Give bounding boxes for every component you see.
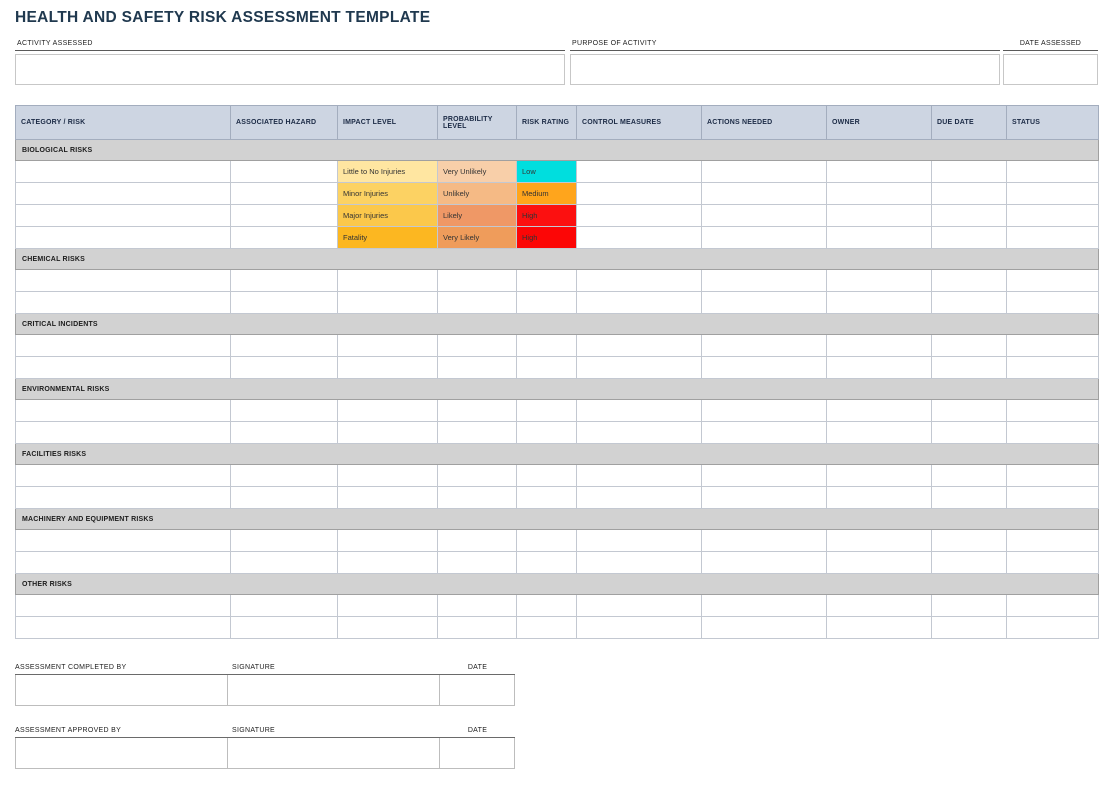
- approved-date-label: DATE: [467, 727, 488, 734]
- cell-rating[interactable]: Low: [517, 161, 577, 183]
- cell-status[interactable]: [1007, 595, 1099, 617]
- cell-status[interactable]: [1007, 227, 1099, 249]
- cell-category[interactable]: [16, 552, 231, 574]
- cell-control[interactable]: [577, 335, 702, 357]
- cell-status[interactable]: [1007, 530, 1099, 552]
- cell-impact[interactable]: [338, 617, 438, 639]
- cell-control[interactable]: [577, 357, 702, 379]
- risk-row: [16, 400, 1099, 422]
- cell-probability[interactable]: [438, 487, 517, 509]
- risk-row: [16, 292, 1099, 314]
- risk-row: [16, 595, 1099, 617]
- cell-probability[interactable]: [438, 595, 517, 617]
- section-label: MACHINERY AND EQUIPMENT RISKS: [16, 509, 1099, 530]
- cell-actions[interactable]: [702, 487, 827, 509]
- cell-rating[interactable]: [517, 595, 577, 617]
- cell-actions[interactable]: [702, 530, 827, 552]
- cell-impact[interactable]: [338, 552, 438, 574]
- cell-status[interactable]: [1007, 617, 1099, 639]
- cell-hazard[interactable]: [231, 183, 338, 205]
- cell-owner[interactable]: [827, 487, 932, 509]
- assessment-approved-by-label: ASSESSMENT APPROVED BY: [15, 727, 122, 734]
- cell-probability[interactable]: [438, 357, 517, 379]
- cell-actions[interactable]: [702, 205, 827, 227]
- assessment-completed-by-label: ASSESSMENT COMPLETED BY: [15, 664, 127, 671]
- cell-category[interactable]: [16, 487, 231, 509]
- cell-hazard[interactable]: [231, 205, 338, 227]
- cell-rating[interactable]: [517, 422, 577, 444]
- section-row: [16, 140, 1099, 161]
- cell-actions[interactable]: [702, 465, 827, 487]
- cell-control[interactable]: [577, 530, 702, 552]
- cell-control[interactable]: [577, 227, 702, 249]
- cell-control[interactable]: [577, 617, 702, 639]
- cell-due[interactable]: [932, 487, 1007, 509]
- cell-control[interactable]: [577, 292, 702, 314]
- cell-category[interactable]: [16, 530, 231, 552]
- section-row: [16, 249, 1099, 270]
- cell-actions[interactable]: [702, 617, 827, 639]
- cell-due[interactable]: [932, 552, 1007, 574]
- column-header-actions-needed: ACTIONS NEEDED: [702, 106, 827, 140]
- cell-owner[interactable]: [827, 530, 932, 552]
- cell-owner[interactable]: [827, 400, 932, 422]
- cell-control[interactable]: [577, 205, 702, 227]
- cell-probability[interactable]: Likely: [438, 205, 517, 227]
- cell-impact[interactable]: [338, 530, 438, 552]
- cell-category[interactable]: [16, 161, 231, 183]
- risk-assessment-table: [15, 105, 1099, 639]
- column-header-due-date: DUE DATE: [932, 106, 1007, 140]
- cell-rating[interactable]: [517, 530, 577, 552]
- cell-control[interactable]: [577, 183, 702, 205]
- risk-row: [16, 335, 1099, 357]
- cell-due[interactable]: [932, 292, 1007, 314]
- assessment-completed-by-input[interactable]: [15, 675, 228, 706]
- completed-signature-label: SIGNATURE: [232, 664, 276, 671]
- section-label: ENVIRONMENTAL RISKS: [16, 379, 1099, 400]
- top-fields: [15, 40, 1098, 85]
- assessment-approved-by-input[interactable]: [15, 738, 228, 769]
- cell-rating[interactable]: Medium: [517, 183, 577, 205]
- cell-status[interactable]: [1007, 487, 1099, 509]
- cell-control[interactable]: [577, 161, 702, 183]
- risk-row: [16, 183, 1099, 205]
- cell-actions[interactable]: [702, 335, 827, 357]
- cell-owner[interactable]: [827, 422, 932, 444]
- approved-boxes-row: [15, 738, 515, 769]
- cell-status[interactable]: [1007, 422, 1099, 444]
- cell-due[interactable]: [932, 595, 1007, 617]
- cell-probability[interactable]: [438, 617, 517, 639]
- risk-row: [16, 205, 1099, 227]
- cell-impact[interactable]: [338, 487, 438, 509]
- cell-status[interactable]: [1007, 183, 1099, 205]
- purpose-of-activity-input[interactable]: [570, 54, 1000, 85]
- cell-rating[interactable]: High: [517, 205, 577, 227]
- cell-owner[interactable]: [827, 335, 932, 357]
- cell-impact[interactable]: [338, 357, 438, 379]
- section-label: CRITICAL INCIDENTS: [16, 314, 1099, 335]
- cell-due[interactable]: [932, 357, 1007, 379]
- cell-actions[interactable]: [702, 161, 827, 183]
- cell-status[interactable]: [1007, 552, 1099, 574]
- cell-control[interactable]: [577, 422, 702, 444]
- completed-date-label: DATE: [467, 664, 488, 671]
- risk-row: [16, 617, 1099, 639]
- cell-hazard[interactable]: [231, 335, 338, 357]
- cell-category[interactable]: [16, 205, 231, 227]
- cell-hazard[interactable]: [231, 292, 338, 314]
- cell-due[interactable]: [932, 205, 1007, 227]
- cell-probability[interactable]: Very Likely: [438, 227, 517, 249]
- cell-due[interactable]: [932, 227, 1007, 249]
- cell-actions[interactable]: [702, 422, 827, 444]
- cell-hazard[interactable]: [231, 595, 338, 617]
- cell-control[interactable]: [577, 487, 702, 509]
- cell-control[interactable]: [577, 595, 702, 617]
- risk-row: [16, 530, 1099, 552]
- cell-hazard[interactable]: [231, 422, 338, 444]
- page-title: HEALTH AND SAFETY RISK ASSESSMENT TEMPLATE: [15, 9, 431, 26]
- cell-probability[interactable]: [438, 335, 517, 357]
- assessment-completed-block: [15, 664, 515, 706]
- date-assessed-label: DATE ASSESSED: [1003, 40, 1098, 51]
- cell-due[interactable]: [932, 270, 1007, 292]
- cell-actions[interactable]: [702, 552, 827, 574]
- cell-status[interactable]: [1007, 161, 1099, 183]
- section-label: FACILITIES RISKS: [16, 444, 1099, 465]
- cell-category[interactable]: [16, 357, 231, 379]
- cell-owner[interactable]: [827, 552, 932, 574]
- cell-status[interactable]: [1007, 400, 1099, 422]
- cell-impact[interactable]: Fatality: [338, 227, 438, 249]
- cell-actions[interactable]: [702, 183, 827, 205]
- completed-signature-input[interactable]: [228, 675, 440, 706]
- approved-labels-row: [15, 727, 515, 738]
- cell-actions[interactable]: [702, 292, 827, 314]
- column-header-probability-level: PROBABILITY LEVEL: [438, 106, 517, 140]
- activity-assessed-input[interactable]: [15, 54, 565, 85]
- cell-owner[interactable]: [827, 617, 932, 639]
- approved-date-input[interactable]: [440, 738, 515, 769]
- risk-row: [16, 161, 1099, 183]
- cell-rating[interactable]: [517, 292, 577, 314]
- cell-control[interactable]: [577, 552, 702, 574]
- column-header-owner: OWNER: [827, 106, 932, 140]
- cell-hazard[interactable]: [231, 400, 338, 422]
- cell-hazard[interactable]: [231, 487, 338, 509]
- section-row: [16, 314, 1099, 335]
- cell-rating[interactable]: [517, 552, 577, 574]
- cell-probability[interactable]: [438, 422, 517, 444]
- cell-status[interactable]: [1007, 465, 1099, 487]
- risk-row: [16, 552, 1099, 574]
- cell-owner[interactable]: [827, 183, 932, 205]
- cell-category[interactable]: [16, 335, 231, 357]
- purpose-of-activity-field: [570, 40, 1000, 85]
- cell-actions[interactable]: [702, 357, 827, 379]
- cell-hazard[interactable]: [231, 357, 338, 379]
- cell-actions[interactable]: [702, 227, 827, 249]
- risk-row: [16, 270, 1099, 292]
- cell-due[interactable]: [932, 335, 1007, 357]
- cell-actions[interactable]: [702, 400, 827, 422]
- cell-due[interactable]: [932, 422, 1007, 444]
- cell-due[interactable]: [932, 465, 1007, 487]
- cell-probability[interactable]: [438, 465, 517, 487]
- cell-rating[interactable]: [517, 335, 577, 357]
- cell-owner[interactable]: [827, 595, 932, 617]
- cell-owner[interactable]: [827, 227, 932, 249]
- cell-control[interactable]: [577, 400, 702, 422]
- cell-due[interactable]: [932, 530, 1007, 552]
- cell-category[interactable]: [16, 595, 231, 617]
- cell-category[interactable]: [16, 465, 231, 487]
- cell-status[interactable]: [1007, 205, 1099, 227]
- cell-probability[interactable]: [438, 292, 517, 314]
- cell-impact[interactable]: Major Injuries: [338, 205, 438, 227]
- section-row: [16, 379, 1099, 400]
- cell-probability[interactable]: Very Unlikely: [438, 161, 517, 183]
- purpose-of-activity-label: PURPOSE OF ACTIVITY: [570, 40, 1000, 51]
- cell-actions[interactable]: [702, 270, 827, 292]
- section-label: CHEMICAL RISKS: [16, 249, 1099, 270]
- cell-impact[interactable]: [338, 465, 438, 487]
- cell-category[interactable]: [16, 183, 231, 205]
- cell-hazard[interactable]: [231, 617, 338, 639]
- cell-probability[interactable]: [438, 400, 517, 422]
- cell-due[interactable]: [932, 183, 1007, 205]
- section-row: [16, 444, 1099, 465]
- cell-hazard[interactable]: [231, 530, 338, 552]
- column-header-control-measures: CONTROL MEASURES: [577, 106, 702, 140]
- cell-category[interactable]: [16, 400, 231, 422]
- cell-owner[interactable]: [827, 465, 932, 487]
- cell-hazard[interactable]: [231, 552, 338, 574]
- completed-labels-row: [15, 664, 515, 675]
- cell-control[interactable]: [577, 270, 702, 292]
- cell-hazard[interactable]: [231, 465, 338, 487]
- activity-assessed-label: ACTIVITY ASSESSED: [15, 40, 565, 51]
- assessment-approved-block: [15, 727, 515, 769]
- cell-impact[interactable]: Little to No Injuries: [338, 161, 438, 183]
- column-header-associated-hazard: ASSOCIATED HAZARD: [231, 106, 338, 140]
- cell-rating[interactable]: [517, 617, 577, 639]
- cell-category[interactable]: [16, 617, 231, 639]
- cell-probability[interactable]: [438, 530, 517, 552]
- cell-due[interactable]: [932, 617, 1007, 639]
- risk-row: [16, 487, 1099, 509]
- cell-owner[interactable]: [827, 292, 932, 314]
- cell-impact[interactable]: Minor Injuries: [338, 183, 438, 205]
- cell-owner[interactable]: [827, 161, 932, 183]
- column-header-impact-level: IMPACT LEVEL: [338, 106, 438, 140]
- cell-impact[interactable]: [338, 270, 438, 292]
- cell-category[interactable]: [16, 422, 231, 444]
- section-row: [16, 509, 1099, 530]
- cell-hazard[interactable]: [231, 270, 338, 292]
- section-row: [16, 574, 1099, 595]
- risk-row: [16, 227, 1099, 249]
- cell-rating[interactable]: [517, 487, 577, 509]
- completed-boxes-row: [15, 675, 515, 706]
- cell-rating[interactable]: High: [517, 227, 577, 249]
- cell-owner[interactable]: [827, 205, 932, 227]
- cell-due[interactable]: [932, 161, 1007, 183]
- column-header-risk-rating: RISK RATING: [517, 106, 577, 140]
- section-label: OTHER RISKS: [16, 574, 1099, 595]
- risk-row: [16, 422, 1099, 444]
- cell-actions[interactable]: [702, 595, 827, 617]
- cell-status[interactable]: [1007, 335, 1099, 357]
- completed-date-input[interactable]: [440, 675, 515, 706]
- cell-impact[interactable]: [338, 422, 438, 444]
- date-assessed-input[interactable]: [1003, 54, 1098, 85]
- cell-hazard[interactable]: [231, 227, 338, 249]
- cell-status[interactable]: [1007, 357, 1099, 379]
- column-header-category-risk: CATEGORY / RISK: [16, 106, 231, 140]
- cell-rating[interactable]: [517, 357, 577, 379]
- approved-signature-input[interactable]: [228, 738, 440, 769]
- cell-hazard[interactable]: [231, 161, 338, 183]
- cell-impact[interactable]: [338, 595, 438, 617]
- date-assessed-field: [1003, 40, 1098, 85]
- cell-impact[interactable]: [338, 335, 438, 357]
- column-header-status: STATUS: [1007, 106, 1099, 140]
- cell-rating[interactable]: [517, 270, 577, 292]
- cell-impact[interactable]: [338, 292, 438, 314]
- cell-probability[interactable]: [438, 270, 517, 292]
- cell-category[interactable]: [16, 292, 231, 314]
- risk-row: [16, 357, 1099, 379]
- cell-rating[interactable]: [517, 400, 577, 422]
- cell-due[interactable]: [932, 400, 1007, 422]
- risk-row: [16, 465, 1099, 487]
- cell-probability[interactable]: Unlikely: [438, 183, 517, 205]
- cell-probability[interactable]: [438, 552, 517, 574]
- cell-rating[interactable]: [517, 465, 577, 487]
- activity-assessed-field: [15, 40, 565, 85]
- approved-signature-label: SIGNATURE: [232, 727, 276, 734]
- cell-owner[interactable]: [827, 357, 932, 379]
- cell-category[interactable]: [16, 270, 231, 292]
- section-label: BIOLOGICAL RISKS: [16, 140, 1099, 161]
- cell-status[interactable]: [1007, 292, 1099, 314]
- cell-category[interactable]: [16, 227, 231, 249]
- risk-table-body: [16, 140, 1099, 639]
- cell-control[interactable]: [577, 465, 702, 487]
- cell-owner[interactable]: [827, 270, 932, 292]
- cell-status[interactable]: [1007, 270, 1099, 292]
- cell-impact[interactable]: [338, 400, 438, 422]
- table-header-row: [16, 106, 1099, 140]
